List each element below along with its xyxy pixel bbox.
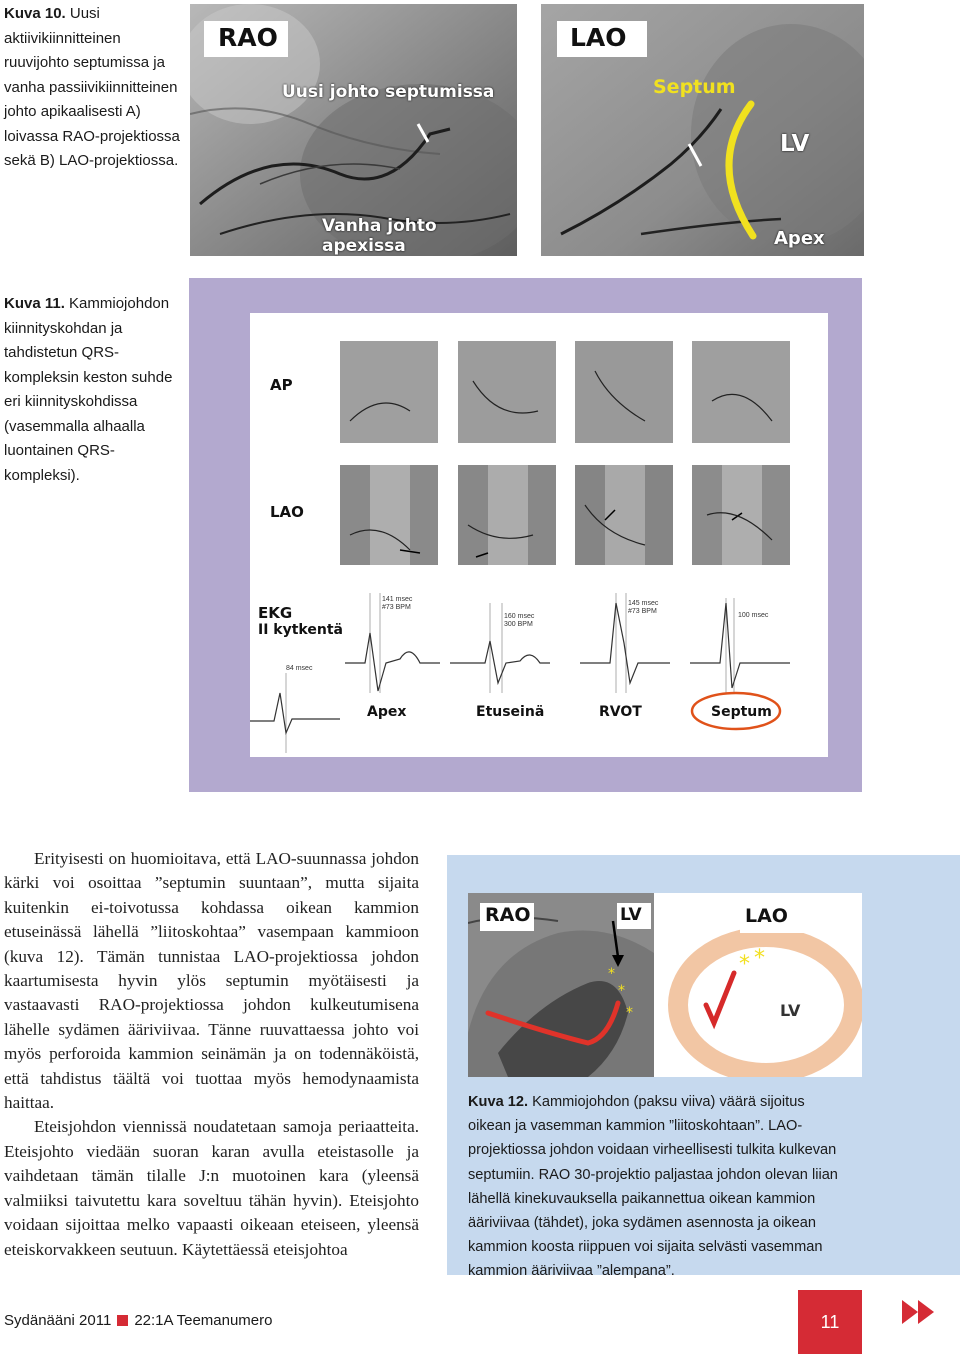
figure11-caption <box>4 292 182 488</box>
page-number: 11 <box>820 1311 840 1332</box>
figure11-label: Kuva 11. <box>4 295 65 312</box>
figure11-site-anterior: Etuseinä <box>476 704 545 720</box>
figure10-lao-label: LAO <box>570 23 627 52</box>
figure12-lv-left-label: LV <box>620 905 642 925</box>
figure11-ap-rvot <box>575 341 673 443</box>
svg-text:*: * <box>754 946 765 971</box>
figure10-old-lead-label: Vanha johto apexissa <box>322 216 437 256</box>
figure10-rao-label: RAO <box>218 23 278 52</box>
figure12-lv-right-label: LV <box>780 1001 801 1020</box>
figure11-lao-anterior <box>458 465 556 565</box>
figure10-lv-label: LV <box>780 131 810 157</box>
figure12-lao-label: LAO <box>745 905 788 927</box>
figure12-panel-rao <box>468 893 654 1077</box>
figure11-ekg-rvot-value: 145 msec <box>628 600 659 607</box>
body-paragraph-1: Erityisesti on huomioitava, että LAO-suunnassa johdon kärki voi osoittaa ”septumin suuntaan”, mutta sijaita kuitenkin ei-toivotussa kohdassa oikean kammion etuseinässä lähellä ”liitoskohtaa” vasempaan kammioon (kuva 12). Tämän tunnistaa LAO-projektiossa johdon kaartumisesta hyvin ylös septumin myötäisesti ja vastaavasti RAO-projektiossa johdon kulkeutumisena lähelle sydämen ääriviivaa. Tänne ruuvattaessa johto voi myös perforoida kammion seinämän ja on todennäköistä, että tahdistus täältä voi tuottaa myös hemodynaamista haittaa. <box>4 849 419 1113</box>
footer-journal: Sydänääni 2011 <box>4 1311 112 1329</box>
figure11-ekg-baseline-value: 84 msec <box>286 665 313 672</box>
footer-square-icon <box>117 1315 128 1326</box>
body-paragraph-2: Eteisjohdon viennissä noudatetaan samoja periaatteita. Eteisjohto viedään suoran karan avulla eteistasolle ja vaihdetaan tämän tilalle J:n muotoinen kara (yleensä valmiiksi taivutettu kara soveltuu tähän hyvin). Eteisjohto voidaan sijoittaa melko vapaasti oikeaan eteiseen, yleensä eteiskorvakkeen seutuun. Käytettäessä eteisjohtoa <box>4 1117 419 1259</box>
figure11-ekg-septum-value: 100 msec <box>738 612 769 619</box>
figure11-ap-apex <box>340 341 438 443</box>
figure10-panel-lao <box>541 4 864 256</box>
figure11-ekg-rvot-bpm: #73 BPM <box>628 608 657 615</box>
figure11-ekg-anterior-value: 160 msec <box>504 613 535 620</box>
figure11-ekg-intrinsic <box>250 673 340 753</box>
figure12-rao-label: RAO <box>485 904 531 926</box>
figure12-caption-text: Kammiojohdon (paksu viiva) väärä sijoitus oikean ja vasemman kammion ”liitoskohtaan”. LAO-projektiossa johdon voidaan virheellisesti tulkita kulkevan septumiin. RAO 30-projektio paljastaa johdon olevan liian lähellä kinekuvauksella paikannettua oikean kammion ääriviivaa (tähdet), joka sydämen asennosta ja oikean kammion koosta riippuen voi sijaita selvästi vasemman kammion ääriviivaa ”alempana”. <box>468 1094 838 1280</box>
figure11-ekg-apex-value: 141 msec <box>382 596 413 603</box>
figure10-septum-label: Septum <box>653 76 736 98</box>
figure11-ap-anterior <box>458 341 556 443</box>
figure11-ap-images <box>340 341 790 443</box>
figure11-ap-septum <box>692 341 790 443</box>
figure11-lao-label: LAO <box>270 503 304 521</box>
figure11-site-septum: Septum <box>711 704 772 720</box>
footer-issue: 22:1A Teemanumero <box>134 1311 273 1329</box>
next-page-icon[interactable] <box>902 1300 936 1324</box>
figure11-ekg-title: EKG <box>258 604 293 622</box>
figure11-lao-rvot <box>575 465 673 565</box>
svg-text:*: * <box>618 983 625 999</box>
figure11-site-rvot: RVOT <box>599 704 642 720</box>
article-body <box>4 847 419 1262</box>
figure10-caption <box>4 2 182 174</box>
figure10-panel-rao <box>190 4 517 256</box>
footer <box>4 1310 272 1330</box>
figure11-ekg-anterior <box>450 603 550 693</box>
svg-text:*: * <box>739 952 750 977</box>
figure11-ekg-anterior-bpm: 300 BPM <box>504 621 533 628</box>
figure11-lao-images <box>340 465 790 565</box>
page-number-box <box>798 1290 862 1354</box>
figure10-new-lead-label: Uusi johto septumissa <box>282 82 495 102</box>
figure11-site-apex: Apex <box>367 704 407 720</box>
figure11-ekg-apex-bpm: #73 BPM <box>382 604 411 611</box>
figure11-lao-apex <box>340 465 438 565</box>
figure11-ap-label: AP <box>270 376 293 394</box>
figure10-apex-label: Apex <box>774 228 825 249</box>
figure11-caption-text: Kammiojohdon kiinnityskohdan ja tahdistetun QRS-kompleksin keston suhde eri kiinnityskohdissa (vasemmalla alhaalla luontainen QRS-kompleksi). <box>4 295 173 484</box>
figure10-caption-text: Uusi aktiivikiinnitteinen ruuvijohto septumissa ja vanha passiivikiinnitteinen johto apikaalisesti A) loivassa RAO-projektiossa sekä B) LAO-projektiossa. <box>4 5 180 169</box>
figure12-caption <box>468 1090 840 1284</box>
figure12-panel-lao <box>654 893 862 1077</box>
svg-text:*: * <box>626 1005 633 1021</box>
figure11-lao-septum <box>692 465 790 565</box>
figure10-label: Kuva 10. <box>4 5 66 22</box>
svg-text:*: * <box>608 966 615 982</box>
figure11-panel <box>250 313 828 757</box>
figure12-label: Kuva 12. <box>468 1094 529 1110</box>
figure11-ekg-lead: II kytkentä <box>258 622 343 638</box>
figure11-ekg-traces <box>250 583 828 757</box>
